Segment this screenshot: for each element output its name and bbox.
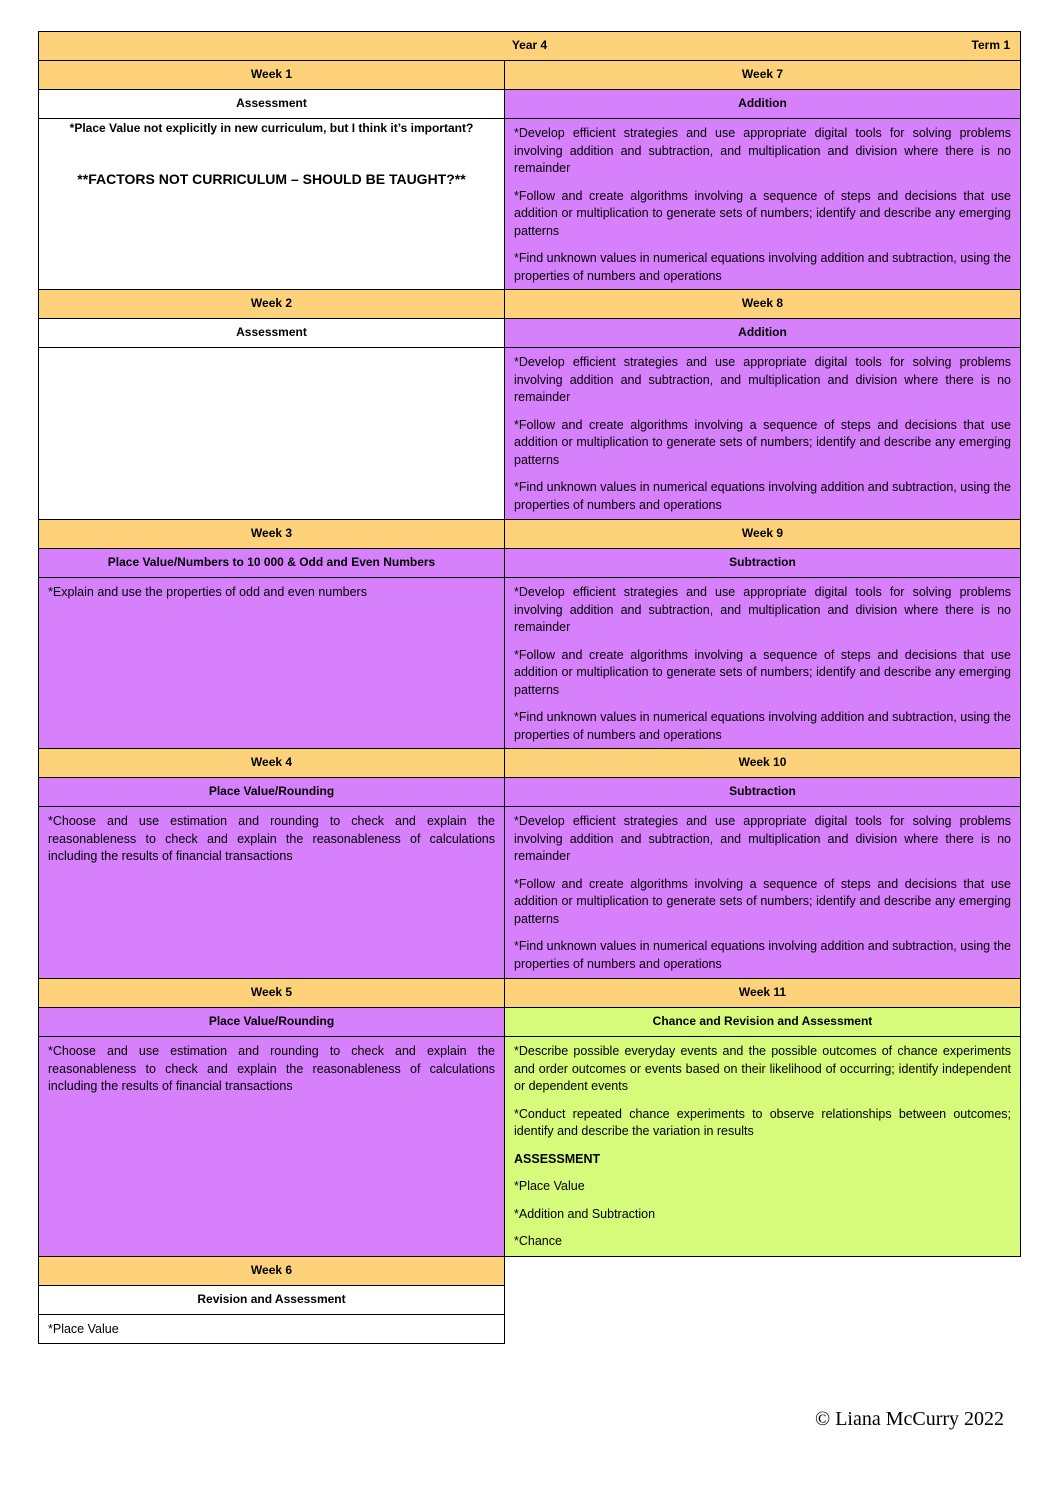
week-8-header: Week 8 <box>504 289 1021 319</box>
outcome-item: *Explain and use the properties of odd and even numbers <box>48 585 367 599</box>
week-5-topic: Place Value/Rounding <box>38 1007 505 1037</box>
outcome-item: *Find unknown values in numerical equations involving addition and subtraction, using the properties of numbers and operations <box>514 710 1011 742</box>
week-2-header: Week 2 <box>38 289 505 319</box>
week-4-content <box>38 806 505 979</box>
week-7-content <box>504 118 1021 290</box>
week-8-topic: Addition <box>504 318 1021 348</box>
week-9-header: Week 9 <box>504 519 1021 549</box>
week-6-header: Week 6 <box>38 1256 505 1286</box>
outcome-item: *Find unknown values in numerical equations involving addition and subtraction, using the properties of numbers and operations <box>514 480 1011 512</box>
week-4-topic: Place Value/Rounding <box>38 777 505 807</box>
copyright-footer: © Liana McCurry 2022 <box>815 1408 1005 1430</box>
outcome-item: *Choose and use estimation and rounding to check and explain the reasonableness to check and explain the reasonableness of calculations including the results of financial transactions <box>48 1044 495 1093</box>
week-10-header: Week 10 <box>504 748 1021 778</box>
week-11-content <box>504 1036 1021 1257</box>
week-3-header: Week 3 <box>38 519 505 549</box>
outcome-item: *Follow and create algorithms involving a sequence of steps and decisions that use addition or multiplication to generate sets of numbers; identify and describe any emerging patterns <box>514 417 1011 467</box>
week-3-content <box>38 577 505 749</box>
outcome-item: *Find unknown values in numerical equations involving addition and subtraction, using the properties of numbers and operations <box>514 251 1011 283</box>
outcome-item: *Follow and create algorithms involving a sequence of steps and decisions that use addition or multiplication to generate sets of numbers; identify and describe any emerging patterns <box>514 876 1011 926</box>
week-3-topic: Place Value/Numbers to 10 000 & Odd and Even Numbers <box>38 548 505 578</box>
week-1-content <box>38 118 505 290</box>
assessment-heading: ASSESSMENT <box>514 1151 601 1166</box>
term-label: Term 1 <box>971 38 1010 52</box>
outcome-item: *Develop efficient strategies and use appropriate digital tools for solving problems involving addition and subtraction, and multiplication and division where there is no remainder <box>514 126 1011 175</box>
week-2-topic: Assessment <box>38 318 505 348</box>
week-11-topic: Chance and Revision and Assessment <box>504 1007 1021 1037</box>
week-9-content <box>504 577 1021 749</box>
outcome-item: *Follow and create algorithms involving a sequence of steps and decisions that use addition or multiplication to generate sets of numbers; identify and describe any emerging patterns <box>514 188 1011 238</box>
week-8-content <box>504 347 1021 520</box>
week-5-content <box>38 1036 505 1257</box>
outcome-item: *Chance <box>514 1234 562 1248</box>
week-6-topic: Revision and Assessment <box>38 1285 505 1315</box>
week-7-topic: Addition <box>504 89 1021 119</box>
outcome-item: *Place Value <box>48 1322 119 1336</box>
outcome-item: *Describe possible everyday events and the possible outcomes of chance experiments and order outcomes or events based on their likelihood of occurring; identify independent or dependent events <box>514 1044 1011 1093</box>
week-11-header: Week 11 <box>504 978 1021 1008</box>
week-9-topic: Subtraction <box>504 548 1021 578</box>
outcome-item: *Choose and use estimation and rounding to check and explain the reasonableness to check and explain the reasonableness of calculations including the results of financial transactions <box>48 814 495 863</box>
week-1-note: *Place Value not explicitly in new curriculum, but I think it’s important? <box>69 121 474 135</box>
year-label: Year 4 <box>511 38 548 52</box>
outcome-item: *Addition and Subtraction <box>514 1206 656 1221</box>
week-10-topic: Subtraction <box>504 777 1021 807</box>
outcome-item: *Develop efficient strategies and use appropriate digital tools for solving problems involving addition and subtraction, and multiplication and division where there is no remainder <box>514 585 1011 634</box>
week-4-header: Week 4 <box>38 748 505 778</box>
outcome-item: *Conduct repeated chance experiments to observe relationships between outcomes; identify and describe the variation in results <box>514 1106 1011 1138</box>
week-1-factors-note: **FACTORS NOT CURRICULUM – SHOULD BE TAUGHT?** <box>77 171 466 187</box>
week-10-content <box>504 806 1021 979</box>
week-5-header: Week 5 <box>38 978 505 1008</box>
week-7-header: Week 7 <box>504 60 1021 90</box>
outcome-item: *Develop efficient strategies and use appropriate digital tools for solving problems involving addition and subtraction, and multiplication and division where there is no remainder <box>514 814 1011 863</box>
week-2-content <box>38 347 505 520</box>
week-1-header: Week 1 <box>38 60 505 90</box>
outcome-item: *Develop efficient strategies and use appropriate digital tools for solving problems involving addition and subtraction, and multiplication and division where there is no remainder <box>514 355 1011 404</box>
week-6-content <box>38 1314 505 1344</box>
week-1-topic: Assessment <box>38 89 505 119</box>
outcome-item: *Find unknown values in numerical equations involving addition and subtraction, using the properties of numbers and operations <box>514 939 1011 971</box>
outcome-item: *Follow and create algorithms involving a sequence of steps and decisions that use addition or multiplication to generate sets of numbers; identify and describe any emerging patterns <box>514 647 1011 697</box>
title-bar <box>38 31 1021 61</box>
outcome-item: *Place Value <box>514 1179 585 1193</box>
